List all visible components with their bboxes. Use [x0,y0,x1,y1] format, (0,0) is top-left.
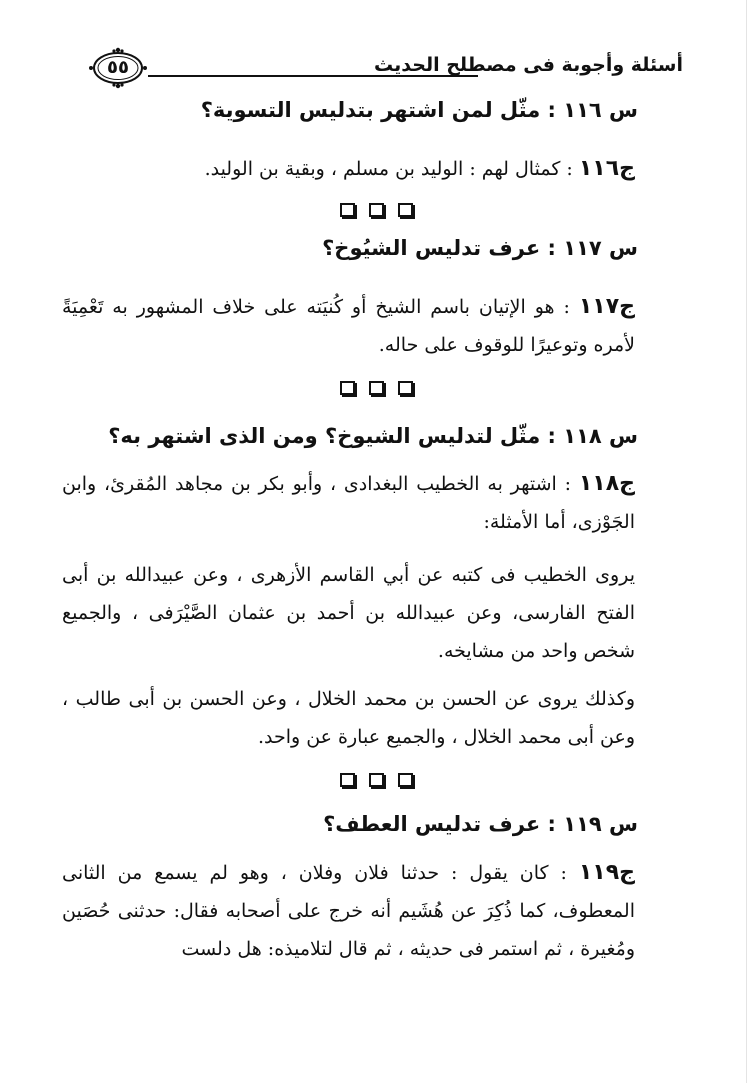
running-title: أسئلة وأجوبة فى مصطلح الحديث [374,54,683,76]
question-119: س ١١٩ : عرف تدليس العطف؟ [323,812,638,836]
question-116: س ١١٦ : مثّل لمن اشتهر بتدليس التسوية؟ [200,98,638,122]
answer-text: : كمثال لهم : الوليد بن مسلم ، وبقية بن الوليد. [204,158,579,180]
page-number-ornament [88,46,148,90]
answer-119 [62,854,635,968]
answer-118 [62,465,635,541]
question-117: س ١١٧ : عرف تدليس الشيُوخ؟ [322,236,638,260]
page-number: ٥٥ [107,57,129,78]
answer-text: : كان يقول : حدثنا فلان وفلان ، وهو لم يسمع من الثانى المعطوف، كما ذُكِرَ عن هُشَيم أنه خرج على أصحابه فقال: حدثنى حُصَين ومُغيرة ، ثم استمر فى حديثه ، ثم قال لتلاميذه: هل دلست [62,862,635,960]
answer-text: : اشتهر به الخطيب البغدادى ، وأبو بكر بن مجاهد المُقرئ، وابن الجَوْزى، أما الأمثلة: [62,473,635,533]
header-rule [148,75,478,77]
answer-118-paragraph-3: وكذلك يروى عن الحسن بن محمد الخلال ، وعن الحسن بن أبى طالب ، وعن أبى محمد الخلال ، والجميع عبارة عن واحد. [62,688,635,748]
answer-label: ج١١٦ [578,156,635,181]
section-separator [0,202,753,221]
answer-label: ج١١٩ [578,860,635,885]
question-118: س ١١٨ : مثّل لتدليس الشيوخ؟ ومن الذى اشتهر به؟ [108,424,638,448]
section-separator [0,380,753,399]
answer-label: ج١١٨ [578,471,635,496]
answer-label: ج١١٧ [578,294,635,319]
page-header [80,46,683,92]
page-edge [746,0,747,1083]
answer-text: : هو الإتيان باسم الشيخ أو كُنيَته على خلاف المشهور به تَعْمِيَةً لأمره وتوعيرًا للوقوف على حاله. [62,296,635,356]
answer-116 [62,150,635,188]
answer-117 [62,288,635,364]
section-separator [0,772,753,791]
answer-118-paragraph-2: يروى الخطيب فى كتبه عن أبي القاسم الأزهرى ، وعن عبيدالله بن أبى الفتح الفارسى، وعن عبيدالله بن أحمد بن عثمان الصَّيْرَفى ، والجميع شخص واحد من مشايخه. [62,564,635,662]
